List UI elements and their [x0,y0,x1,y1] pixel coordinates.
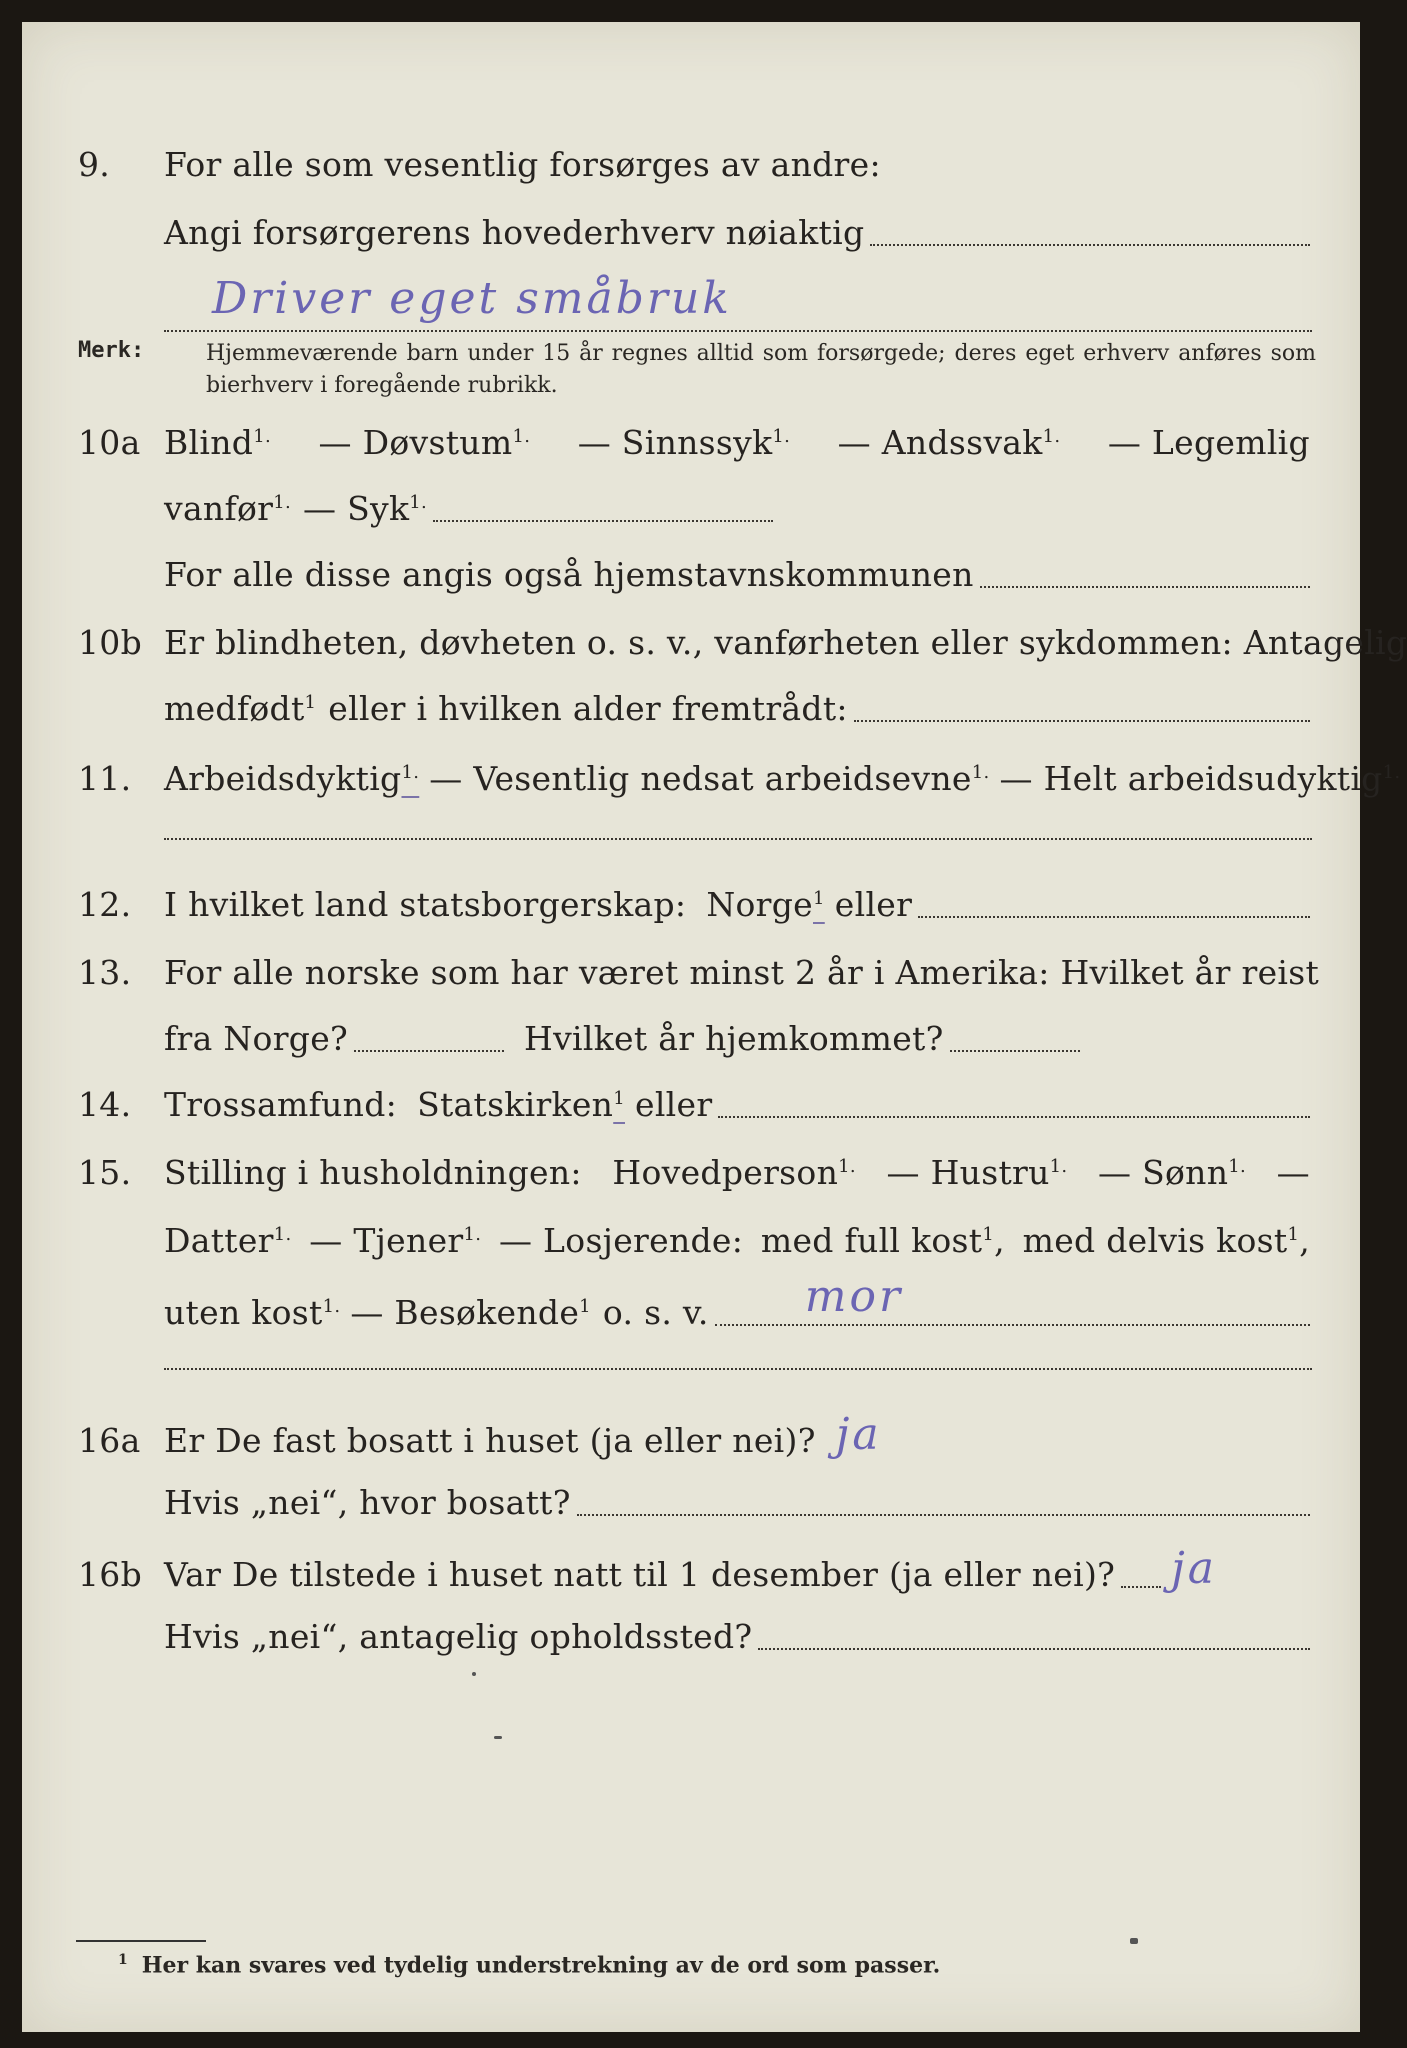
q10b-line2 [22,686,1360,732]
q10b-alder-label: eller i hvilken alder fremtrådt: [328,689,848,728]
q15-extra-answer-line [164,1368,1312,1370]
q15-opt-besokende[interactable]: — Besøkende$^1$ [350,1293,591,1332]
q11-number: 11. [78,759,132,798]
footnote-text: Her kan svares ved tydelig understrekning av de ord som passer. [141,1952,941,1979]
q15-handwritten-answer[interactable]: mor [804,1271,903,1322]
q9-line2 [22,210,1360,256]
q15-losjerende-label: — Losjerende: [498,1221,744,1260]
q13-reist-answer-line[interactable] [354,1050,504,1052]
q15-number: 15. [78,1153,132,1192]
q16a-handwritten-answer[interactable]: ja [835,1409,882,1460]
q9-line3 [22,272,1360,328]
q10b-line1 [22,620,1407,666]
q16b-opholdssted-label: Hvis „nei“, antagelig opholdssted? [164,1617,753,1656]
q14-eller: eller [634,1085,713,1124]
q10a-syk-answer-line[interactable] [433,520,773,522]
q10a-number: 10a [78,423,141,462]
q10b-question: Er blindheten, døvheten o. s. v., vanførheten eller sykdommen: Antagelig [164,623,1407,662]
ink-speck [494,1736,502,1739]
q9-title: For alle som vesentlig forsørges av andre: [164,145,881,184]
q16b-line1 [22,1543,1360,1598]
q9-number: 9. [78,145,111,184]
q15-line3 [22,1271,1360,1336]
q10a-line1 [22,420,1360,466]
q12-label: I hvilket land statsborgerskap: [164,885,687,924]
q15-opt-delvis-kost[interactable]: med delvis kost$^1$, [1022,1221,1310,1260]
q10b-opt-medfodt[interactable]: medfødt$^1$ [164,689,317,728]
q15-opt-tjener[interactable]: — Tjener$^{1.}$ [309,1221,482,1260]
footnote [118,1952,940,1978]
q10a-opt-andssvak[interactable]: — Andssvak$^{1.}$ [837,423,1061,462]
q10a-opt-blind[interactable]: Blind$^{1.}$ [164,423,272,462]
ink-speck [472,1672,476,1676]
q10a-hjemstavn-label: For alle disse angis også hjemstavnskommunen [164,555,974,594]
q16b-answer-line[interactable] [1121,1586,1161,1588]
q16b-question: Var De tilstede i huset natt til 1 desember (ja eller nei)? [164,1555,1116,1594]
q15-opt-uten-kost[interactable]: uten kost$^{1.}$ [164,1293,341,1332]
q10a-opt-legemlig[interactable]: — Legemlig [1107,423,1310,462]
q15-osv: o. s. v. [602,1293,709,1332]
q14-opt-statskirken[interactable]: Statskirken$^1$ [417,1085,625,1124]
q16a-line1 [22,1409,1360,1464]
q16a-number: 16a [78,1421,141,1460]
q13-hjemkommet-answer-line[interactable] [950,1050,1080,1052]
q12-line [22,882,1360,928]
q13-hjemkommet-label: Hvilket år hjemkommet? [524,1019,944,1058]
q10a-opt-syk[interactable]: — Syk$^{1.}$ [303,489,428,528]
q11-opt-nedsat[interactable]: — Vesentlig nedsat arbeidsevne$^{1.}$ [429,759,990,798]
q10a-opt-sinnssyk[interactable]: — Sinnssyk$^{1.}$ [577,423,791,462]
q12-opt-norge[interactable]: Norge$^1$ [706,885,825,924]
q14-line [22,1082,1360,1128]
q15-label: Stilling i husholdningen: [164,1153,582,1192]
q15-line2 [22,1218,1360,1264]
q9-answer-line[interactable] [870,244,1310,246]
merk-label: Merk: [78,338,145,363]
footnote-rule [76,1940,206,1942]
q10b-answer-line[interactable] [854,720,1310,722]
q14-label: Trossamfund: [164,1085,398,1124]
q13-reist-label: fra Norge? [164,1019,349,1058]
q12-eller: eller [834,885,913,924]
footnote-mark: 1 [118,1952,128,1968]
q16a-bosatt-answer-line[interactable] [577,1514,1310,1516]
q11-line1 [22,756,1401,802]
q15-dash: — [1276,1153,1310,1192]
q15-opt-full-kost[interactable]: med full kost$^1$, [760,1221,1005,1260]
q9-line1 [22,142,1360,188]
q15-opt-hustru[interactable]: — Hustru$^{1.}$ [886,1153,1068,1192]
q15-opt-hovedperson[interactable]: Hovedperson$^{1.}$ [612,1153,856,1192]
q13-line2 [22,1016,1360,1062]
q10b-number: 10b [78,623,143,662]
q11-answer-line [164,838,1312,840]
q14-number: 14. [78,1085,132,1124]
q13-line1 [22,950,1360,996]
q16a-bosatt-label: Hvis „nei“, hvor bosatt? [164,1483,571,1522]
q16b-line2 [22,1614,1360,1660]
q13-question: For alle norske som har været minst 2 år i Amerika: Hvilket år reist [164,953,1320,992]
q15-opt-datter[interactable]: Datter$^{1.}$ [164,1221,292,1260]
q14-answer-line[interactable] [718,1116,1310,1118]
q16b-opholdssted-answer-line[interactable] [758,1648,1310,1650]
q15-line1 [22,1150,1360,1196]
merk-note: Hjemmeværende barn under 15 år regnes alltid som forsørgede; deres eget erhverv anføres som bierhverv i foregående rubrikk. [206,341,1316,398]
q10a-opt-dovstum[interactable]: — Døvstum$^{1.}$ [318,423,531,462]
q16b-number: 16b [78,1555,143,1594]
q15-answer-line[interactable] [715,1271,1310,1326]
ink-speck [1130,1938,1138,1944]
q10a-hjemstavn-answer-line[interactable] [980,586,1310,588]
q16b-handwritten-answer[interactable]: ja [1171,1543,1218,1594]
q12-number: 12. [78,885,132,924]
q9-handwritten-answer[interactable]: Driver eget småbruk [212,273,732,324]
q11-opt-arbeidsdyktig[interactable]: Arbeidsdyktig$^{1.}$ [164,759,420,798]
q16a-line2 [22,1480,1360,1526]
q12-answer-line[interactable] [918,916,1310,918]
census-form-page [22,22,1407,2032]
q11-opt-udyktig[interactable]: — Helt arbeidsudyktig$^{1.}$ [999,759,1401,798]
q10a-line2 [22,486,1360,532]
q9-answer-dotted-line [164,330,1312,332]
q10a-opt-vanfor[interactable]: vanfør$^{1.}$ [164,489,292,528]
q15-opt-sonn[interactable]: — Sønn$^{1.}$ [1098,1153,1247,1192]
q13-number: 13. [78,953,132,992]
q9-label-hovederhverv: Angi forsørgerens hovederhverv nøiaktig [164,213,865,252]
q16a-question: Er De fast bosatt i huset (ja eller nei)? [164,1421,816,1460]
q10a-line3 [22,552,1360,598]
